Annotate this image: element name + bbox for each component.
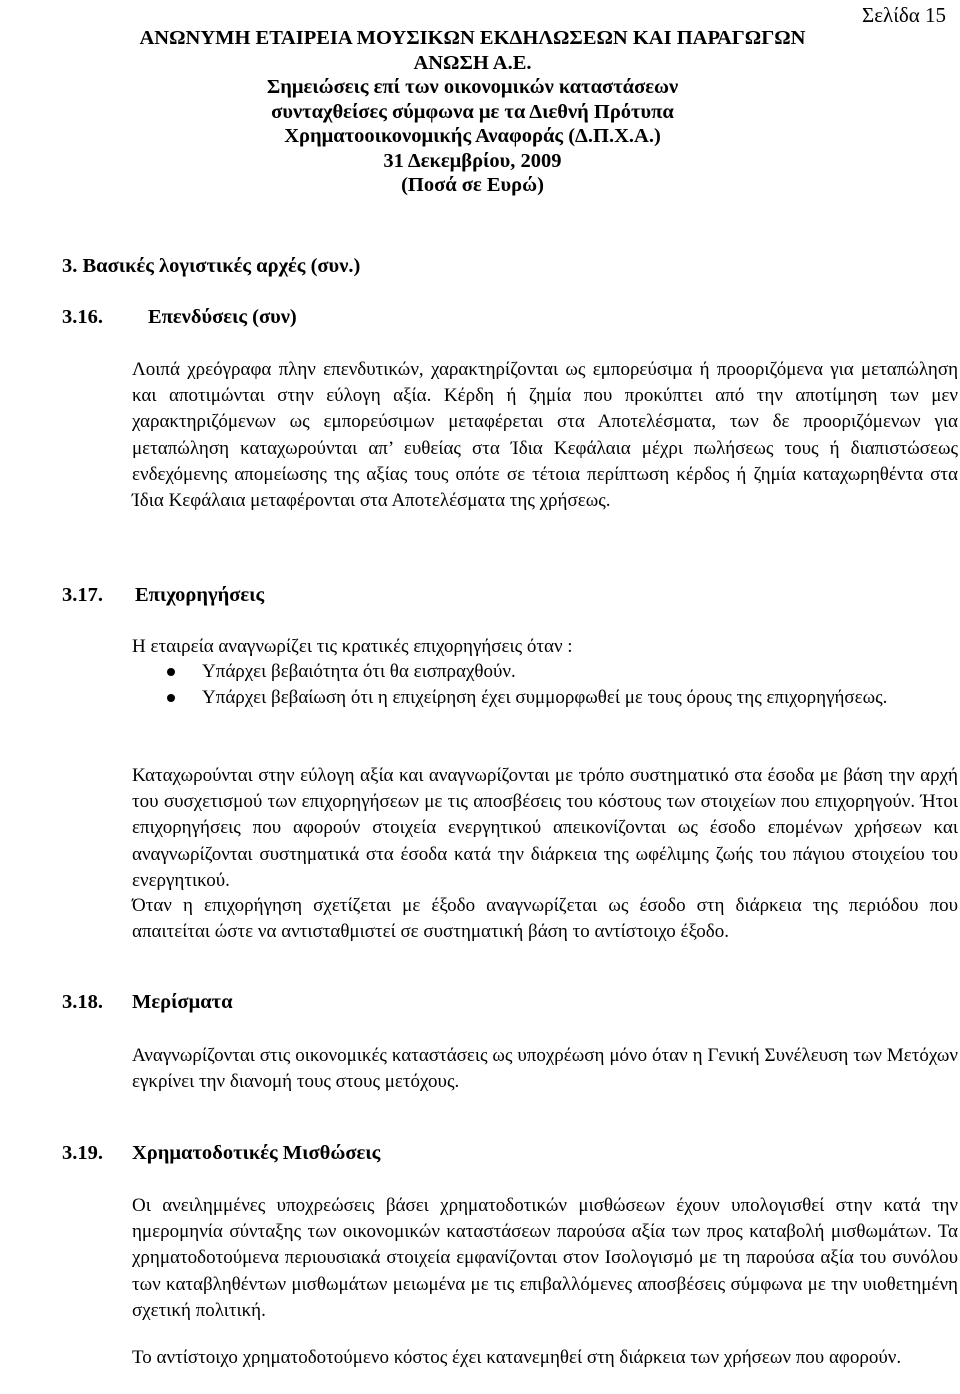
section-title-dividends: Μερίσματα (132, 991, 233, 1013)
section-title-finance-leases: Χρηματοδοτικές Μισθώσεις (132, 1142, 381, 1164)
grant-conditions-list (132, 659, 958, 711)
section-title-grants: Επιχορηγήσεις (135, 584, 265, 606)
standards-name: Χρηματοοικονομικής Αναφοράς (Δ.Π.Χ.Α.) (284, 125, 661, 147)
list-item (132, 659, 958, 685)
list-item-text: Υπάρχει βεβαίωση ότι η επιχείρηση έχει συμμορφωθεί με τους όρους της επιχορηγήσεως. (202, 687, 888, 709)
notes-title: Σημειώσεις επί των οικονομικών καταστάσεων (266, 76, 679, 98)
paragraph-dividends: Αναγνωρίζονται στις οικονομικές καταστάσεις ως υποχρέωση μόνο όταν η Γενική Συνέλευση των Μετόχων εγκρίνει την διανομή τους στους μετόχους. (132, 1045, 958, 1093)
report-date: 31 Δεκεμβρίου, 2009 (383, 149, 562, 172)
bullet-icon (167, 694, 175, 702)
paragraph-finance-cost: Το αντίστοιχο χρηματοδοτούμενο κόστος έχει κατανεμηθεί στη διάρκεια των χρήσεων που αφορούν. (132, 1347, 902, 1368)
paragraph-finance-leases: Οι ανειλημμένες υποχρεώσεις βάσει χρηματοδοτικών μισθώσεων έχουν υπολογισθεί στην κατά την ημερομηνία σύνταξης των οικονομικών καταστάσεων παρούσα αξία των προς καταβολή μισθωμάτων. Τα χρηματοδοτούμενα περιουσιακά στοιχεία εμφανίζονται στον Ισολογισμό με τη παρούσα αξία του συνόλου των καταβληθέντων μισθωμάτων μειωμένα με τις επιβαλλόμενες αποσβέσεις σύμφωνα με την υιοθετημένη σχετική πολιτική. (132, 1195, 958, 1321)
paragraph-grants-expense: Όταν η επιχορήγηση σχετίζεται με έξοδο αναγνωρίζεται ως έσοδο στη διάρκεια της περιόδου που απαιτείται ώστε να αντισταθμιστεί σε συστηματική βάση το αντίστοιχο έξοδο. (132, 895, 958, 943)
paragraph-investments: Λοιπά χρεόγραφα πλην επενδυτικών, χαρακτηρίζονται ως εμπορεύσιμα ή προοριζόμενα για μεταπώληση και αποτιμώνται στην εύλογη αξία. Κέρδη ή ζημία που προκύπτει από την αποτίμηση των μεν χαρακτηριζόμενων ως εμπορεύσιμων μεταφέρεται στα Αποτελέσματα, των δε προοριζόμενων για μεταπώληση καταχωρούνται απ’ ευθείας στα Ίδια Κεφάλαια μέχρι πωλήσεως τους ή διαπιστώσεως ενδεχόμενης απομείωσης της αξίας τους οπότε σε τέτοια περίπτωση κέρδος ή ζημία καταχωρηθέντα στα Ίδια Κεφάλαια μεταφέρονται στα Αποτελέσματα της χρήσεως. (132, 359, 958, 512)
section-number-3-16: 3.16. (62, 306, 103, 328)
list-item-text: Υπάρχει βεβαιότητα ότι θα εισπραχθούν. (202, 661, 516, 682)
list-item (132, 685, 958, 711)
section-number-3-18: 3.18. (62, 991, 103, 1013)
section-title-investments: Επενδύσεις (συν) (148, 306, 297, 328)
paragraph-grants-intro: Η εταιρεία αναγνωρίζει τις κρατικές επιχορηγήσεις όταν : (132, 636, 573, 657)
document-header (0, 26, 945, 198)
bullet-icon (167, 668, 175, 676)
company-name: ΑΝΩΝΥΜΗ ΕΤΑΙΡΕΙΑ ΜΟΥΣΙΚΩΝ ΕΚΔΗΛΩΣΕΩΝ ΚΑΙ ΠΑΡΑΓΩΓΩΝ (139, 27, 806, 49)
standards-line: συνταχθείσες σύμφωνα με τα Διεθνή Πρότυπα (271, 100, 674, 123)
company-short-name: ΑΝΩΣΗ Α.Ε. (413, 51, 532, 74)
page-number: Σελίδα 15 (861, 3, 946, 27)
section-number-3-17: 3.17. (62, 584, 103, 606)
section-heading-accounting-principles: 3. Βασικές λογιστικές αρχές (συν.) (62, 255, 361, 277)
currency-note: (Ποσά σε Ευρώ) (401, 174, 544, 196)
paragraph-grants-recognition: Καταχωρούνται στην εύλογη αξία και αναγνωρίζονται με τρόπο συστηματικό στα έσοδα με βάση την αρχή του συσχετισμού των επιχορηγήσεων με τις αποσβέσεις του κόστους των στοιχείων που επιχορηγούν. Ήτοι επιχορηγήσεις που αφορούν στοιχεία ενεργητικού απεικονίζονται ως έσοδο επομένων χρήσεων και αναγνωρίζονται συστηματικά στα έσοδα κατά την διάρκεια της ωφέλιμης ζωής του πάγιου στοιχείου του ενεργητικού. (132, 765, 958, 891)
section-number-3-19: 3.19. (62, 1142, 103, 1164)
